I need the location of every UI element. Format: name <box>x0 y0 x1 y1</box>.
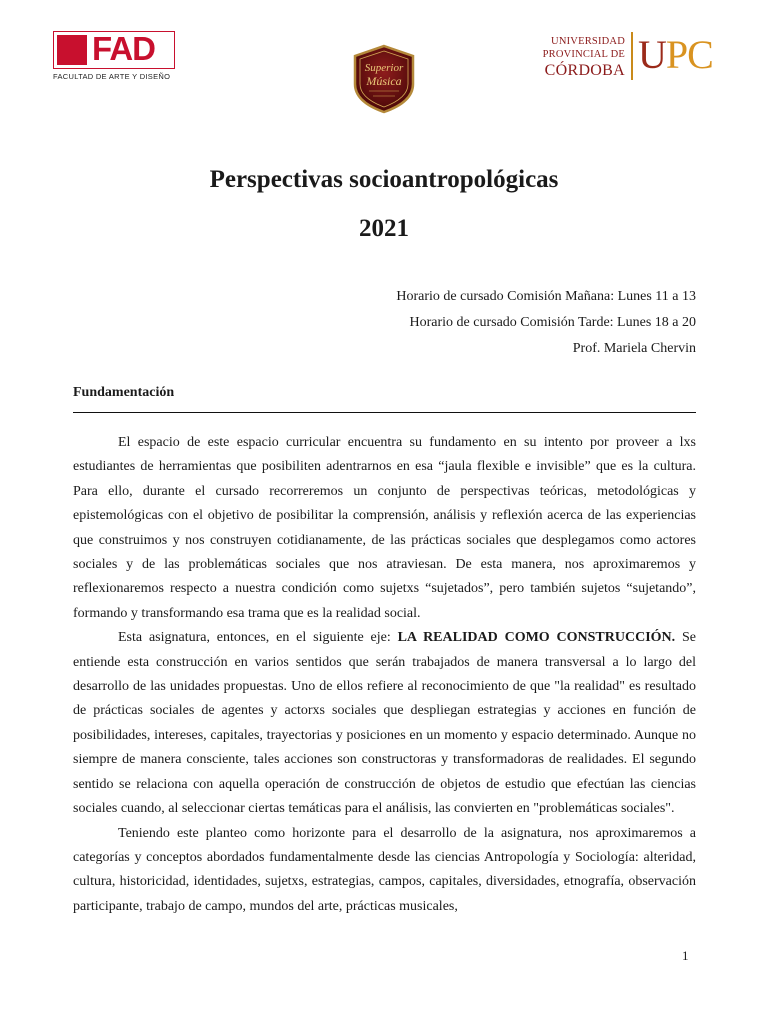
upc-logo-line1: UNIVERSIDAD <box>551 36 625 47</box>
schedule-morning: Horario de cursado Comisión Mañana: Lunes 11 a 13 <box>396 289 696 304</box>
upc-logo-mark <box>638 32 713 78</box>
upc-logo-line2: PROVINCIAL DE <box>542 49 625 60</box>
fad-logo-subtitle: FACULTAD DE ARTE Y DISEÑO <box>53 72 171 81</box>
section-heading: Fundamentación <box>73 385 175 400</box>
document-year: 2021 <box>359 215 409 242</box>
paragraph-2 <box>73 626 696 821</box>
schedule-afternoon: Horario de cursado Comisión Tarde: Lunes 18 a 20 <box>409 315 696 330</box>
musica-seal-line2: Música <box>366 74 402 88</box>
paragraph-1: El espacio de este espacio curricular encuentra su fundamento en su intento por proveer a lxs estudiantes de herramientas que posibiliten adentrarnos en esa “jaula flexible e invisible” que es la cultura. Para ello, durante el cursado recorreremos un conjunto de perspectivas teóricas, metodológicas y epistemológicas con el objetivo de posibilitar la comprensión, análisis y reflexión acerca de las experiencias que construimos y nos construyen cotidianamente, de las prácticas sociales que desplegamos como actores sociales y de las problemáticas sociales que nos atraviesan. De esta manera, nos aproximaremos y reflexionaremos respecto a nuestra condición como sujetxs “sujetados”, pero también sujetos “sujetando”, formando y transformando esa trama que es la realidad social. <box>73 435 696 621</box>
upc-logo-words <box>528 35 625 80</box>
professor-name: Prof. Mariela Chervin <box>572 341 696 356</box>
upc-logo-line3: CÓRDOBA <box>544 62 625 79</box>
document-title: Perspectivas socioantropológicas <box>209 166 559 193</box>
upc-logo-divider <box>631 32 633 80</box>
paragraph-2-emphasis: LA REALIDAD COMO CONSTRUCCIÓN. <box>397 630 676 646</box>
paragraph-2-rest: Se entiende esta construcción en varios sentidos que serán trabajados de manera transversal a lo largo del desarrollo de las unidades propuestas. Uno de ellos refiere al reconocimiento de que "la realidad" es resultado de prácticas sociales de agentes y actorxs sociales que despliegan estrategias y acciones en función de posibilidades, intereses, capitales, trayectorias y posiciones en un momento y espacio determinado. Aunque no siempre de manera consciente, tales acciones son constructoras y transformadoras de realidades. El segundo sentido se relaciona con aquella operación de construcción de objetos de estudio que efectúan las ciencias sociales cuando, al seleccionar ciertas temáticas para el análisis, las convierten en "problemáticas sociales". <box>73 630 696 817</box>
upc-logo-mark-u: U <box>638 32 666 77</box>
fad-logo-text: FAD <box>92 30 155 67</box>
fad-logo <box>53 31 179 81</box>
page-number: 1 <box>682 948 689 963</box>
section-divider <box>73 412 696 413</box>
course-info <box>396 284 696 362</box>
upc-logo <box>528 32 714 82</box>
paragraph-3: Teniendo este planteo como horizonte para el desarrollo de la asignatura, nos aproximaremos a categorías y conceptos abordados fundamentalmente desde las ciencias Antropología y Sociología: alteridad, cultura, historicidad, identidades, sujetxs, estrategias, campos, capitales, diversidades, etnografía, observación participante, trabajo de campo, mundos del arte, prácticas musicales, <box>73 825 696 914</box>
upc-logo-mark-pc: PC <box>665 32 713 77</box>
fad-logo-square <box>57 35 87 65</box>
paragraph-2-start: Esta asignatura, entonces, en el siguiente eje: <box>118 630 398 646</box>
body-text <box>73 431 696 919</box>
fad-logo-box <box>53 31 175 69</box>
musica-seal-line1: Superior <box>364 62 404 74</box>
conservatorio-musica-seal-icon <box>349 44 419 114</box>
